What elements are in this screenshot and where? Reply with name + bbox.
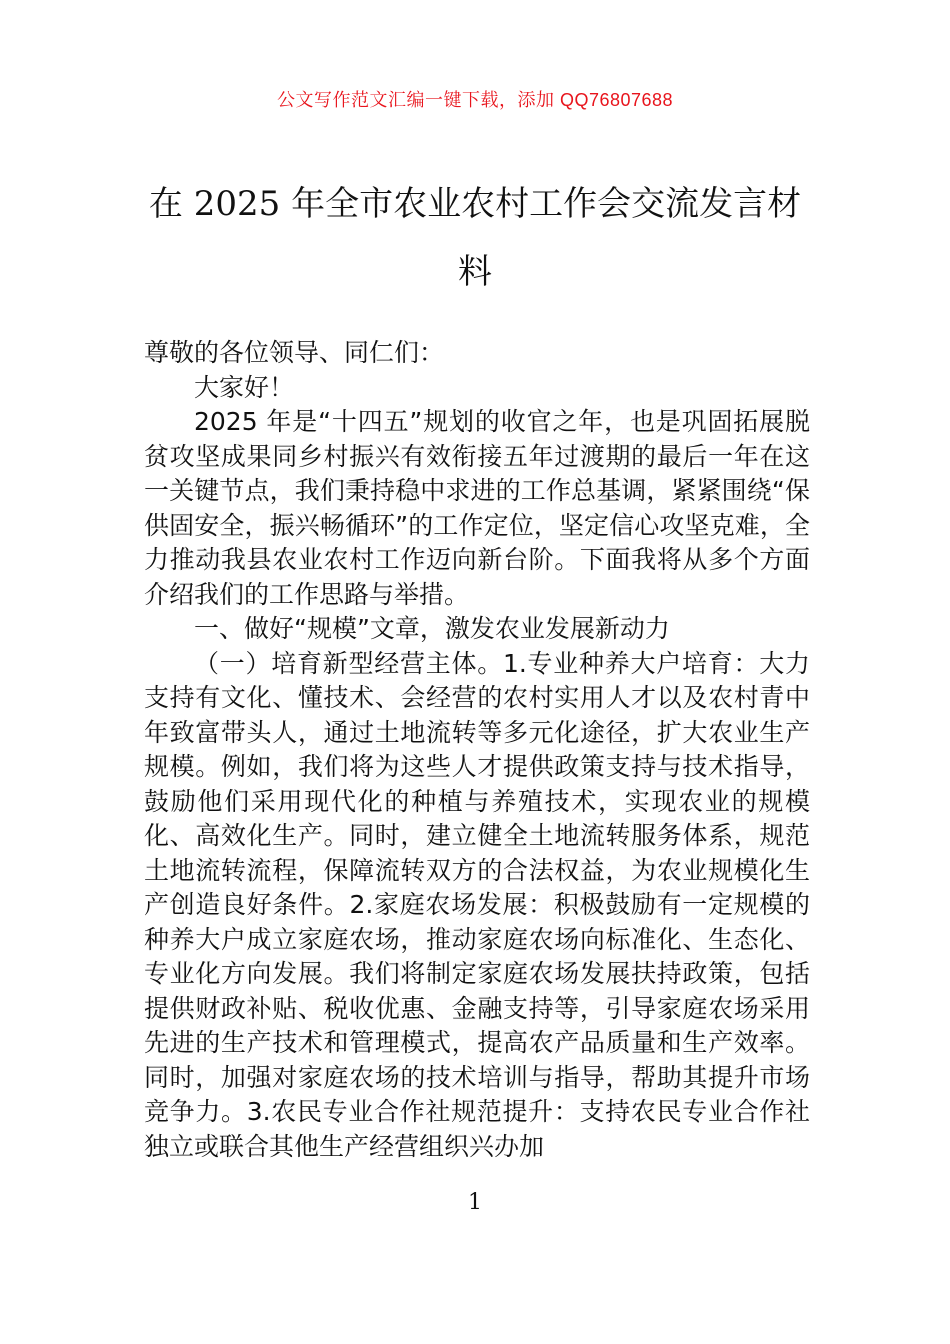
download-note: 公文写作范文汇编一键下载，添加 QQ76807688 (276, 90, 674, 110)
section-paragraph: （一）培育新型经营主体。1.专业种养大户培育：大力支持有文化、懂技术、会经营的农村实用人才以及农村青中年致富带头人，通过土地流转等多元化途径，扩大农业生产规模。例如，我们将为这些人才提供政策支持与技术指导，鼓励他们采用现代化的种植与养殖技术，实现农业的规模化、高效化生产。同时，建立健全土地流转服务体系，规范土地流转流程，保障流转双方的合法权益，为农业规模化生产创造良好条件。2.家庭农场发展：积极鼓励有一定规模的种养大户成立家庭农场，推动家庭农场向标准化、生态化、专业化方向发展。我们将制定家庭农场发展扶持政策，包括提供财政补贴、税收优惠、金融支持等，引导家庭农场采用先进的生产技术和管理模式，提高农产品质量和生产效率。同时，加强对家庭农场的技术培训与指导，帮助其提升市场竞争力。3.农民专业合作社规范提升：支持农民专业合作社独立或联合其他生产经营组织兴办加 (144, 648, 810, 1161)
salutation: 尊敬的各位领导、同仁们： (144, 338, 445, 367)
document-body (144, 336, 810, 1164)
section-heading: 一、做好“规模”文章，激发农业发展新动力 (194, 614, 670, 643)
greeting: 大家好！ (194, 372, 295, 402)
document-title: 在 2025 年全市农业农村工作会交流发言材料 (148, 184, 802, 292)
intro-paragraph: 2025 年是“十四五”规划的收官之年，也是巩固拓展脱贫攻坚成果同乡村振兴有效衔接五年过渡期的最后一年在这一关键节点，我们秉持稳中求进的工作总基调，紧紧围绕“保供固安全，振兴畅循环”的工作定位，坚定信心攻坚克难，全力推动我县农业农村工作迈向新台阶。下面我将从多个方面介绍我们的工作思路与举措。 (144, 407, 810, 609)
page-number: 1 (468, 1190, 482, 1215)
